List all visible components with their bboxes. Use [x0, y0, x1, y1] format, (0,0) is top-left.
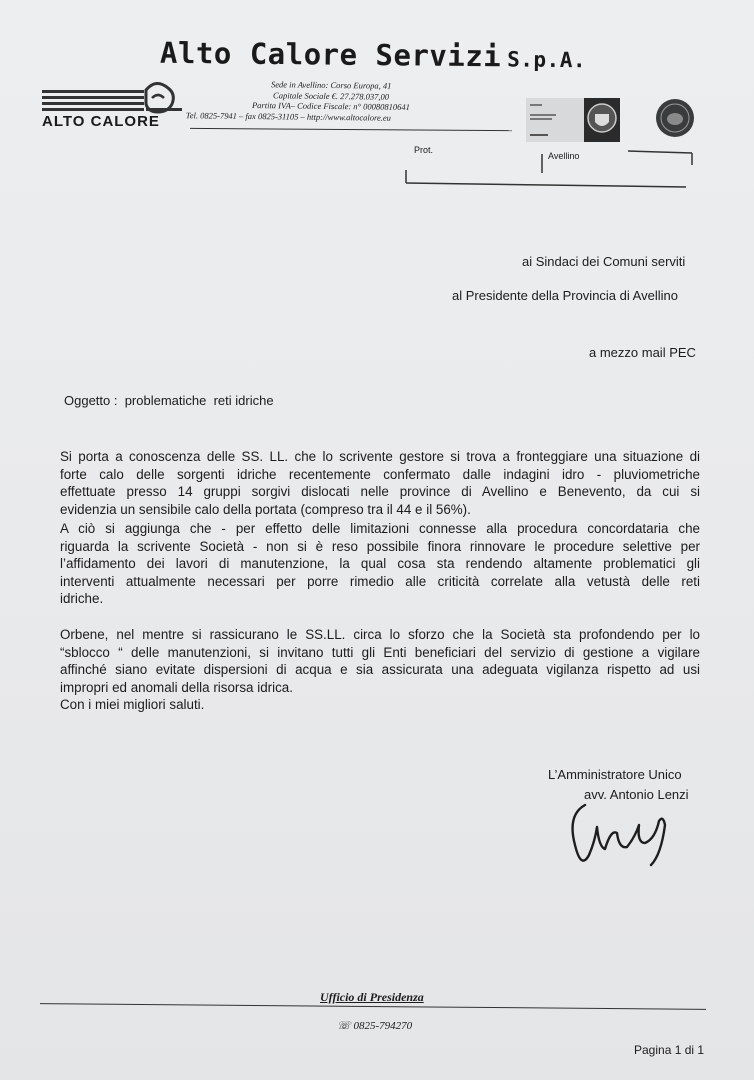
body-paragraph-3 [60, 626, 700, 714]
footer-office: Ufficio di Presidenza [320, 990, 424, 1004]
certification-mark-icon [526, 96, 621, 144]
contacts-line: Tel. 0825-7941 – fax 0825-31105 – http://www.altocalore.eu [185, 109, 392, 123]
delivery-method: a mezzo mail PEC [589, 345, 696, 360]
signatory-name: avv. Antonio Lenzi [584, 787, 689, 802]
body-paragraph-2 [60, 520, 700, 608]
body-line: forte calo delle sorgenti idriche recentemente confermato dalle indagini idro - pluviometriche [60, 466, 700, 482]
body-paragraph-1 [60, 448, 700, 518]
logo-text: ALTO CALORE [42, 113, 160, 130]
body-line: Si porta a conoscenza delle SS. LL. che lo scrivente gestore si trova a fronteggiare una situazione di [60, 449, 700, 464]
round-seal-icon [655, 98, 695, 138]
protocol-stamp-lines [400, 145, 700, 195]
body-line: idriche. [60, 591, 104, 606]
handwritten-signature-icon [545, 785, 705, 885]
body-line: “sblocco “ delle manutenzioni, si invitano tutti gli Enti beneficiari del servizio di gestione a vigilare [60, 644, 700, 660]
company-address [186, 78, 476, 124]
body-line: Orbene, nel mentre si rassicurano le SS.LL. circa lo sforzo che la Società sta profondendo per lo [60, 627, 700, 642]
address-line: Partita IVA– Codice Fiscale: n° 00080810641 [251, 100, 410, 112]
footer-phone: ☏ 0825-794270 [337, 1020, 413, 1032]
body-line: l’affidamento dei lavori di manutenzione, la qual cosa sta rendendo altamente problematici gli [60, 556, 700, 571]
body-line: riguarda la scrivente Società - non si è reso possibile finora rinnovare le procedure selettive per [60, 538, 700, 554]
company-name-text: Alto Calore Servizi [159, 35, 502, 74]
address-line: Capitale Sociale €. 27.278.037,00 [273, 89, 390, 102]
address-line: Sede in Avellino: Corso Europa, 41 [270, 79, 392, 91]
header-divider [190, 128, 512, 131]
company-name [160, 36, 586, 74]
subject-line: Oggetto : problematiche reti idriche [64, 393, 274, 408]
company-suffix: S.p.A. [507, 47, 587, 73]
signatory-title: L’Amministratore Unico [548, 767, 682, 782]
body-line: A ciò si aggiunga che - per effetto delle limitazioni connesse alla procedura concordataria che [60, 521, 700, 536]
recipient-mayors: ai Sindaci dei Comuni serviti [522, 254, 686, 269]
closing-line: Con i miei migliori saluti. [60, 697, 205, 712]
body-line: impropri ed anomali della risorsa idrica. [60, 679, 293, 695]
body-line: interventi attualmente necessari per porre rimedio alle criticità correlate alla vetustà delle reti [60, 573, 700, 589]
body-line: effettuate presso 14 gruppi sorgivi dislocati nelle province di Avellino e Benevento, da cui si [60, 484, 700, 499]
recipient-president: al Presidente della Provincia di Avellino [452, 288, 678, 303]
page-number: Pagina 1 di 1 [634, 1043, 705, 1057]
protocol-label: Prot. [414, 145, 434, 155]
body-line: evidenzia un sensibile calo della portata (compreso tra il 44 e il 56%). [60, 501, 471, 517]
body-line: affinché siano evitate dispersioni di acqua e sia assicurata una adeguata vigilanza rispetto ad usi [60, 662, 700, 677]
place-label: Avellino [548, 151, 580, 161]
